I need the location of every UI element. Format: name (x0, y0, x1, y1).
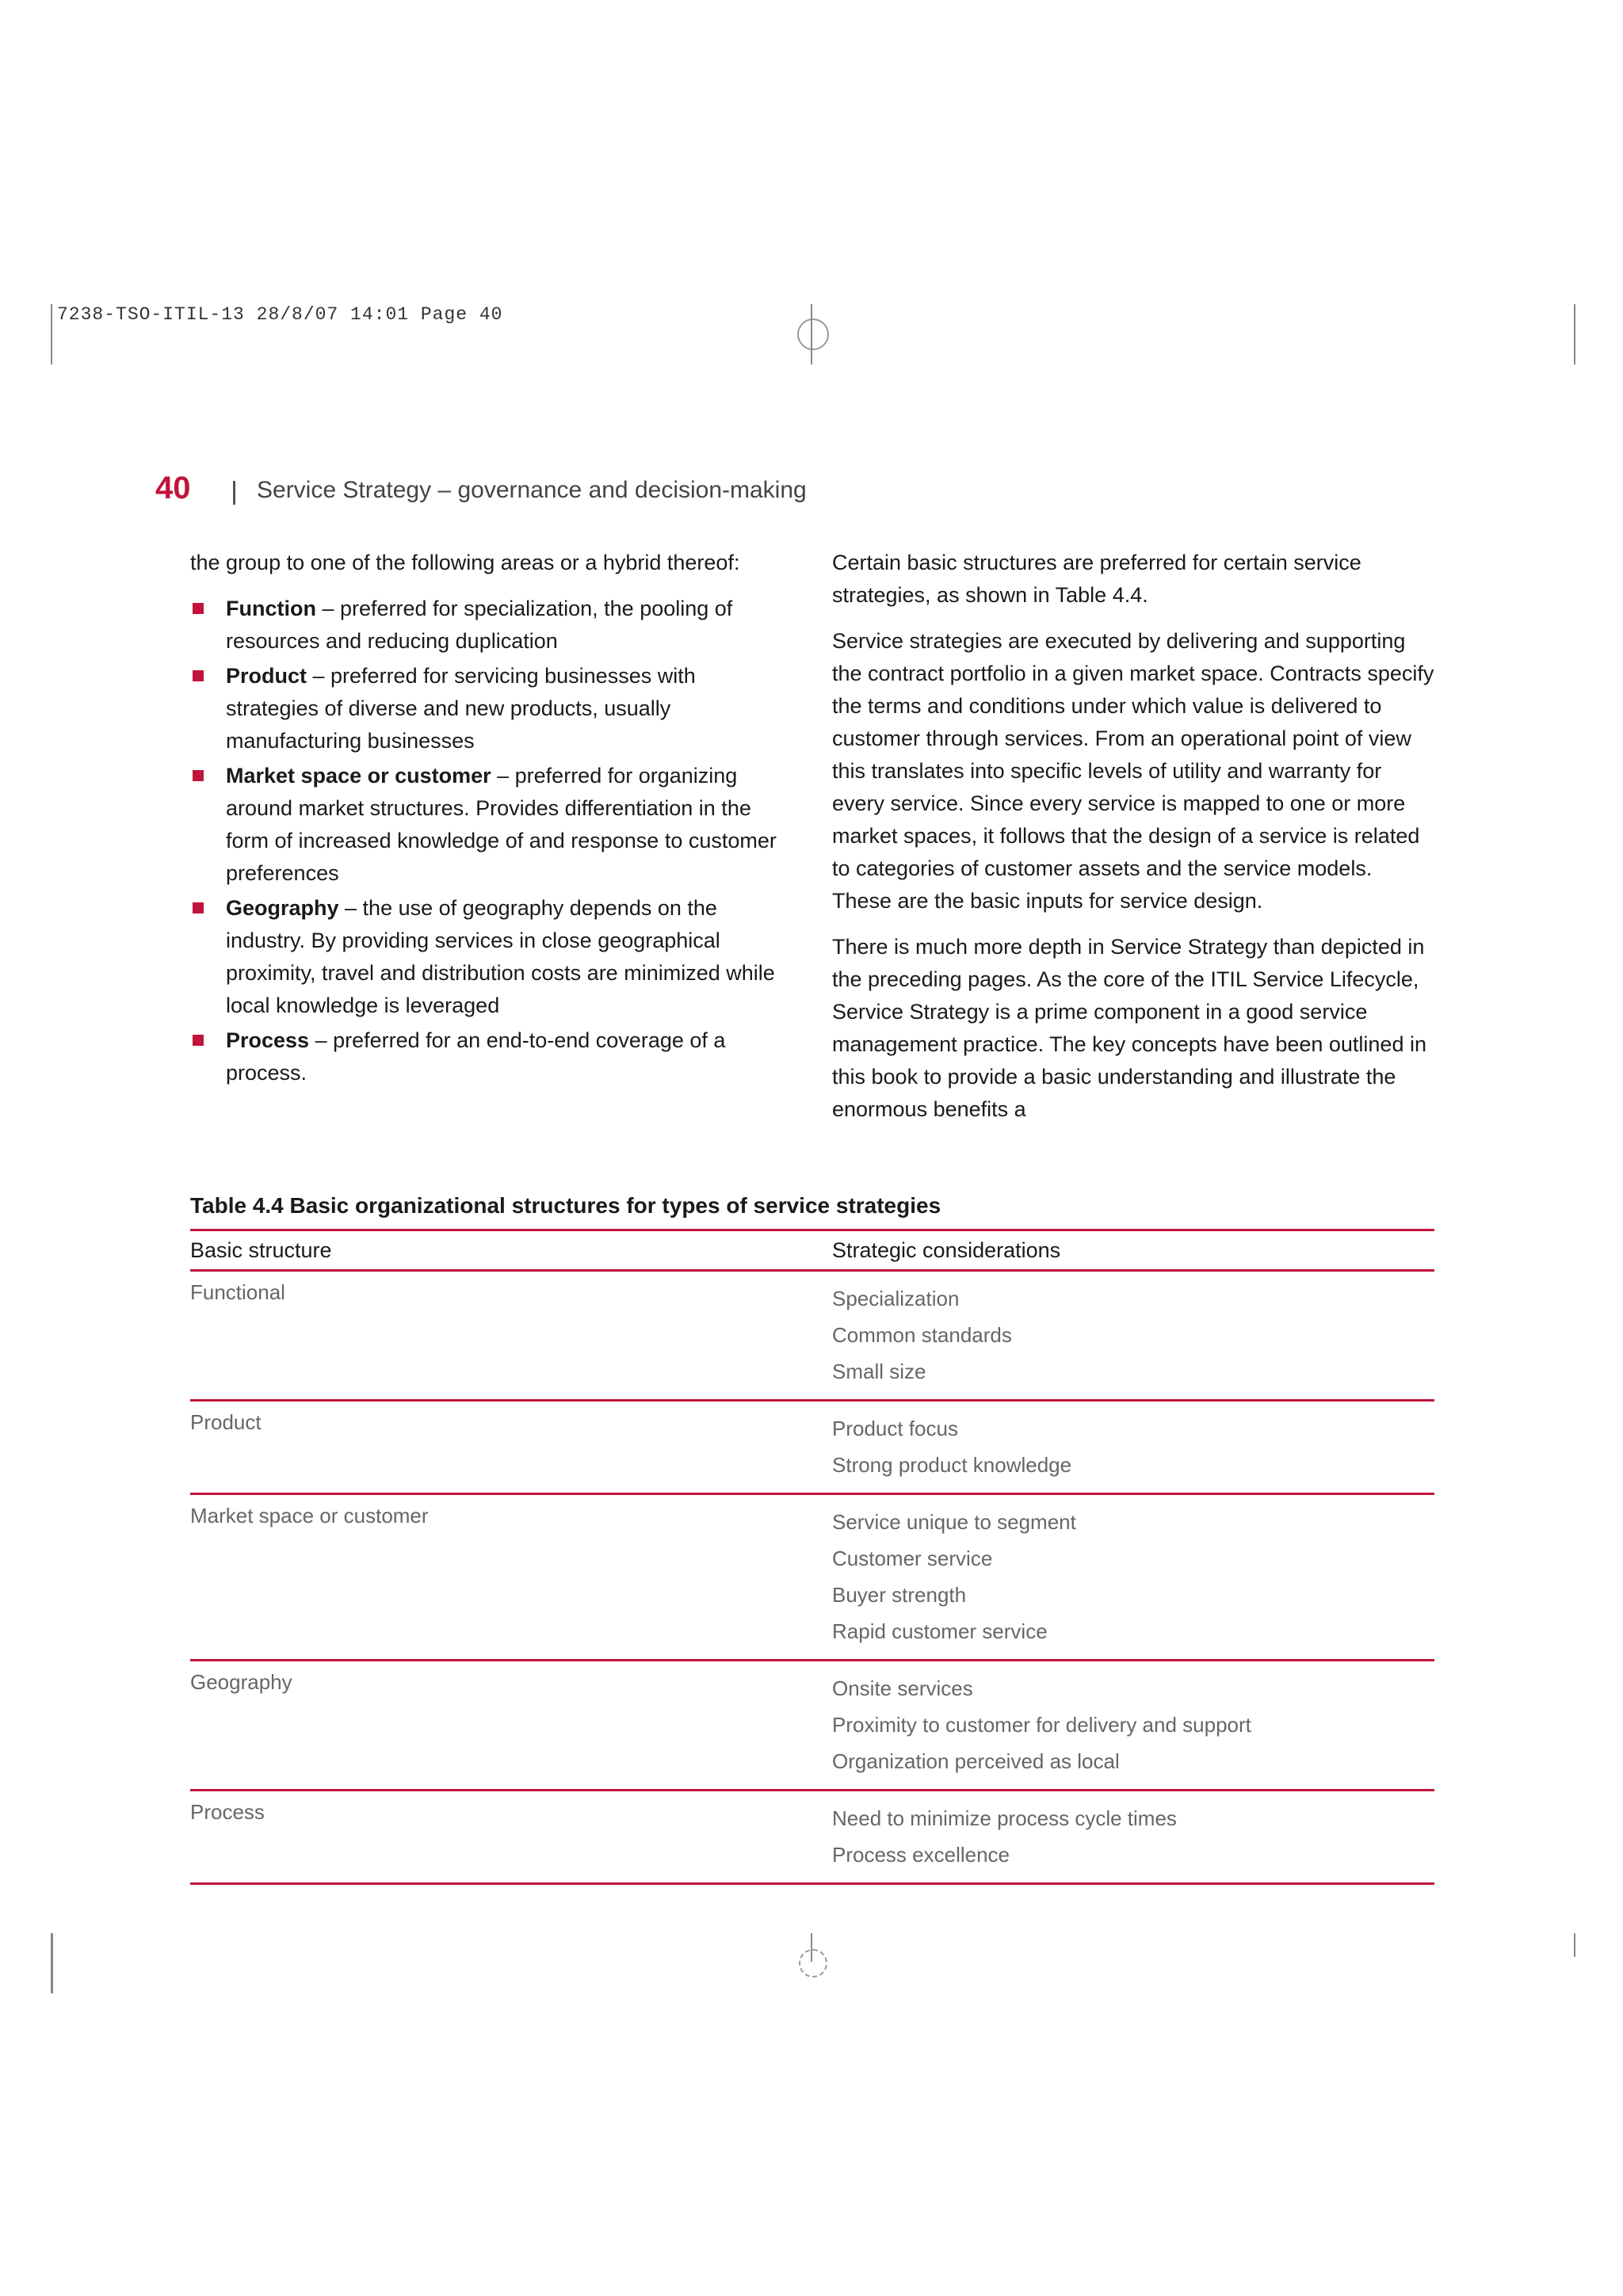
table-header-row (190, 1230, 1434, 1271)
bullet-text: – preferred for an end-to-end coverage of a process. (226, 1028, 726, 1085)
registration-mark-top (797, 318, 829, 350)
structure-cell: Product (190, 1401, 832, 1494)
consideration-item: Common standards (832, 1323, 1012, 1347)
list-item (190, 660, 789, 757)
consideration-item: Process excellence (832, 1843, 1010, 1867)
bullet-text: – the use of geography depends on the industry. By providing services in close geographical proximity, travel and distribution costs are minimized while local knowledge is leveraged (226, 896, 775, 1017)
column-header-strategic-considerations: Strategic considerations (832, 1230, 1434, 1271)
bullet-term: Product (226, 664, 307, 688)
crop-mark-top-right (1574, 304, 1575, 364)
bullet-term: Function (226, 597, 316, 620)
structure-cell: Geography (190, 1661, 832, 1791)
page-number: 40 (155, 471, 191, 505)
table-caption: Table 4.4 Basic organizational structures for types of service strategies (190, 1193, 941, 1218)
consideration-item: Rapid customer service (832, 1619, 1048, 1643)
consideration-item: Strong product knowledge (832, 1453, 1072, 1477)
right-paragraph-1: Certain basic structures are preferred for certain service strategies, as shown in Table 4.4. (832, 551, 1361, 607)
consideration-item: Service unique to segment (832, 1510, 1076, 1534)
consideration-item: Organization perceived as local (832, 1749, 1120, 1773)
registration-mark-top-line (811, 304, 812, 364)
considerations-cell (832, 1661, 1434, 1791)
structure-cell: Process (190, 1791, 832, 1884)
consideration-item: Small size (832, 1360, 926, 1383)
right-paragraph-2: Service strategies are executed by delivering and supporting the contract portfolio in a given market space. Contracts specify the terms and conditions under which value is delivered to customer through services. From an operational point of view this translates into specific levels of utility and warranty for every service. Since every service is mapped to one or more market spaces, it follows that the design of a service is related to categories of customer assets and the service models. These are the basic inputs for service design. (832, 629, 1434, 913)
structure-cell: Market space or customer (190, 1494, 832, 1661)
table-row (190, 1494, 1434, 1661)
crop-mark-bottom-left (51, 1933, 53, 1993)
consideration-item: Customer service (832, 1547, 993, 1570)
organizational-structures-table (190, 1229, 1434, 1885)
consideration-item: Product focus (832, 1417, 958, 1440)
consideration-item: Specialization (832, 1287, 960, 1310)
left-column (190, 547, 789, 1092)
header-separator (233, 481, 235, 505)
considerations-cell (832, 1791, 1434, 1884)
considerations-cell (832, 1271, 1434, 1401)
list-item (190, 1024, 789, 1089)
bullet-text: – preferred for specialization, the pooling of resources and reducing duplication (226, 597, 733, 653)
consideration-item: Onsite services (832, 1676, 973, 1700)
square-bullet-icon (193, 902, 204, 913)
list-item (190, 892, 789, 1022)
bullet-term: Geography (226, 896, 339, 920)
column-header-basic-structure: Basic structure (190, 1230, 832, 1271)
table-row (190, 1401, 1434, 1494)
structure-cell: Functional (190, 1271, 832, 1401)
list-item (190, 760, 789, 890)
square-bullet-icon (193, 1035, 204, 1046)
bullet-text: – preferred for servicing businesses with strategies of diverse and new products, usually manufacturing businesses (226, 664, 696, 753)
square-bullet-icon (193, 603, 204, 614)
bullet-term: Market space or customer (226, 764, 491, 788)
structure-bullet-list (190, 593, 789, 1089)
print-slug: 7238-TSO-ITIL-13 28/8/07 14:01 Page 40 (57, 304, 503, 325)
bullet-term: Process (226, 1028, 310, 1052)
running-title: Service Strategy – governance and decision-making (257, 477, 807, 503)
right-paragraph-3: There is much more depth in Service Strategy than depicted in the preceding pages. As the core of the ITIL Service Lifecycle, Service Strategy is a prime component in a good service management practice. The key concepts have been outlined in this book to provide a basic understanding and illustrate the enormous benefits a (832, 935, 1426, 1121)
table-row (190, 1271, 1434, 1401)
considerations-cell (832, 1401, 1434, 1494)
registration-mark-bottom-line (811, 1933, 812, 1962)
list-item (190, 593, 789, 658)
consideration-item: Buyer strength (832, 1583, 967, 1607)
consideration-item: Proximity to customer for delivery and support (832, 1713, 1251, 1737)
registration-mark-bottom (799, 1949, 827, 1978)
crop-mark-top-left (51, 304, 52, 364)
table-row (190, 1791, 1434, 1884)
table-row (190, 1661, 1434, 1791)
considerations-cell (832, 1494, 1434, 1661)
right-column (832, 547, 1436, 1139)
crop-mark-bottom-right (1574, 1933, 1575, 1957)
left-intro-paragraph: the group to one of the following areas or a hybrid thereof: (190, 551, 740, 574)
bullet-text: – preferred for organizing around market structures. Provides differentiation in the form of increased knowledge of and response to customer preferences (226, 764, 777, 885)
square-bullet-icon (193, 770, 204, 781)
square-bullet-icon (193, 670, 204, 681)
consideration-item: Need to minimize process cycle times (832, 1806, 1177, 1830)
